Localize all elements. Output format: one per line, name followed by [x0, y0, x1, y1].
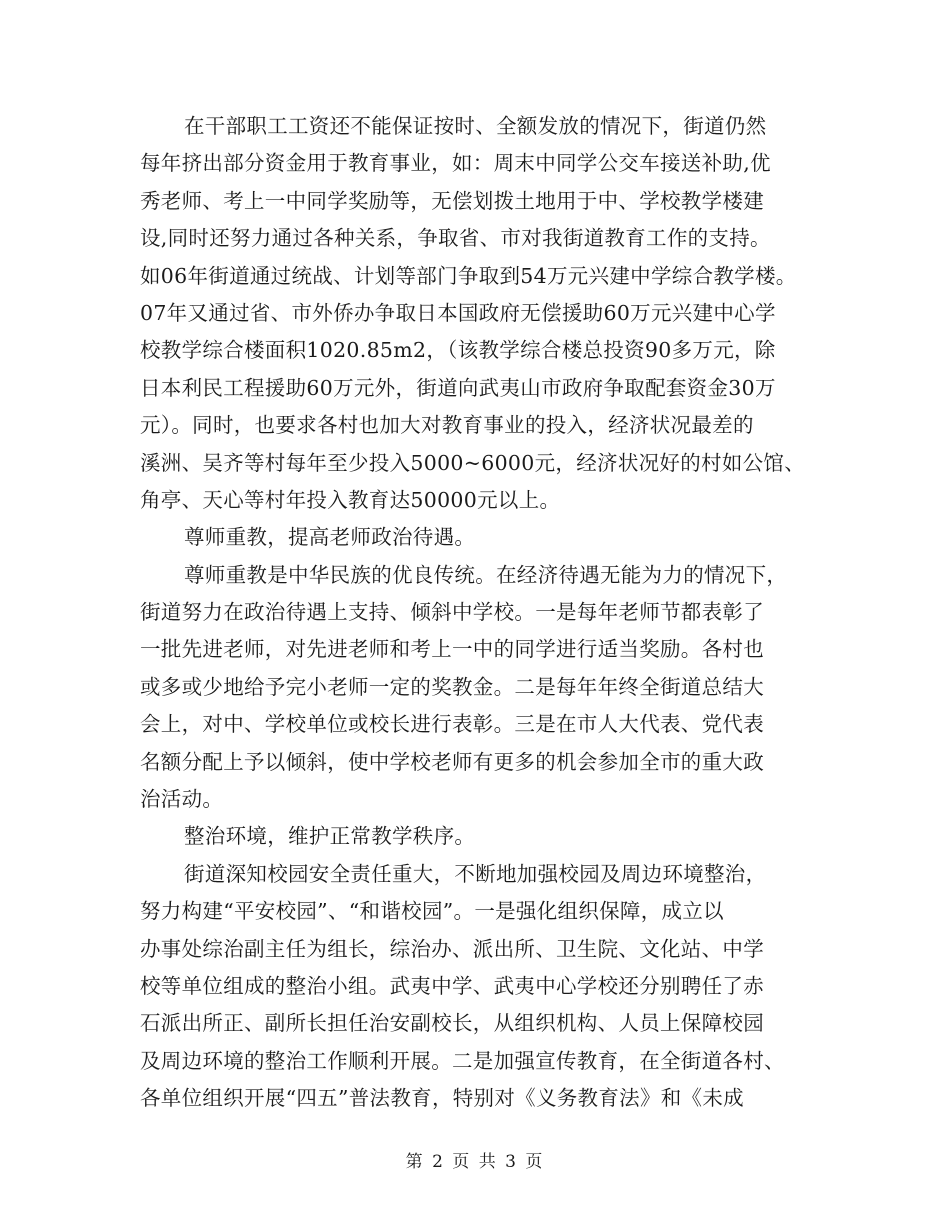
document-body [140, 108, 808, 1118]
text-line: 设,同时还努力通过各种关系，争取省、市对我街道教育工作的支持。 [140, 226, 771, 251]
section-heading: 整治环境，维护正常教学秩序。 [184, 824, 476, 849]
text-line: 及周边环境的整治工作顺利开展。二是加强宣传教育，在全街道各村、 [140, 1048, 785, 1073]
text-line: 治活动。 [140, 787, 224, 812]
text-line: 努力构建“平安校园”、“和谐校园”。一是强化组织保障，成立以 [140, 899, 724, 924]
text-line: 每年挤出部分资金用于教育事业，如：周末中同学公交车接送补助,优 [140, 151, 771, 176]
text-line: 或多或少地给予完小老师一定的奖教金。二是每年年终全街道总结大 [140, 674, 764, 699]
page-number: 第 2 页 共 3 页 [405, 1152, 545, 1172]
text-line: 如06年街道通过统战、计划等部门争取到54万元兴建中学综合教学楼。 [140, 263, 797, 288]
text-line: 溪洲、吴齐等村每年至少投入5000~6000元，经济状况好的村如公馆、 [140, 450, 806, 475]
text-line: 办事处综治副主任为组长，综治办、派出所、卫生院、文化站、中学 [140, 936, 764, 961]
text-line: 角亭、天心等村年投入教育达50000元以上。 [140, 487, 561, 512]
text-line: 校等单位组成的整治小组。武夷中学、武夷中心学校还分别聘任了赤 [140, 973, 764, 998]
text-line: 在干部职工工资还不能保证按时、全额发放的情况下，街道仍然 [184, 114, 767, 138]
text-line: 街道努力在政治待遇上支持、倾斜中学校。一是每年老师节都表彰了 [140, 600, 764, 625]
text-line: 日本利民工程援助60万元外，街道向武夷山市政府争取配套资金30万 [140, 375, 776, 400]
text-line: 元）。同时，也要求各村也加大对教育事业的投入，经济状况最差的 [140, 413, 754, 438]
text-line: 尊师重教是中华民族的优良传统。在经济待遇无能为力的情况下， [184, 562, 788, 587]
text-line: 秀老师、考上一中同学奖励等，无偿划拨土地用于中、学校教学楼建 [140, 188, 764, 213]
text-line: 校教学综合楼面积1020.85m2，（该教学综合楼总投资90多万元，除 [140, 338, 776, 363]
text-line: 07年又通过省、市外侨办争取日本国政府无偿援助60万元兴建中心学 [140, 300, 776, 325]
text-line: 各单位组织开展“四五”普法教育，特别对《义务教育法》和《未成 [140, 1086, 744, 1111]
text-line: 石派出所正、副所长担任治安副校长，从组织机构、人员上保障校园 [140, 1011, 764, 1036]
text-line: 街道深知校园安全责任重大，不断地加强校园及周边环境整治， [184, 861, 767, 886]
section-heading: 尊师重教，提高老师政治待遇。 [184, 525, 476, 550]
text-line: 名额分配上予以倾斜，使中学校老师有更多的机会参加全市的重大政 [140, 749, 764, 774]
text-line: 会上，对中、学校单位或校长进行表彰。三是在市人大代表、党代表 [140, 712, 764, 737]
text-line: 一批先进老师，对先进老师和考上一中的同学进行适当奖励。各村也 [140, 637, 764, 662]
